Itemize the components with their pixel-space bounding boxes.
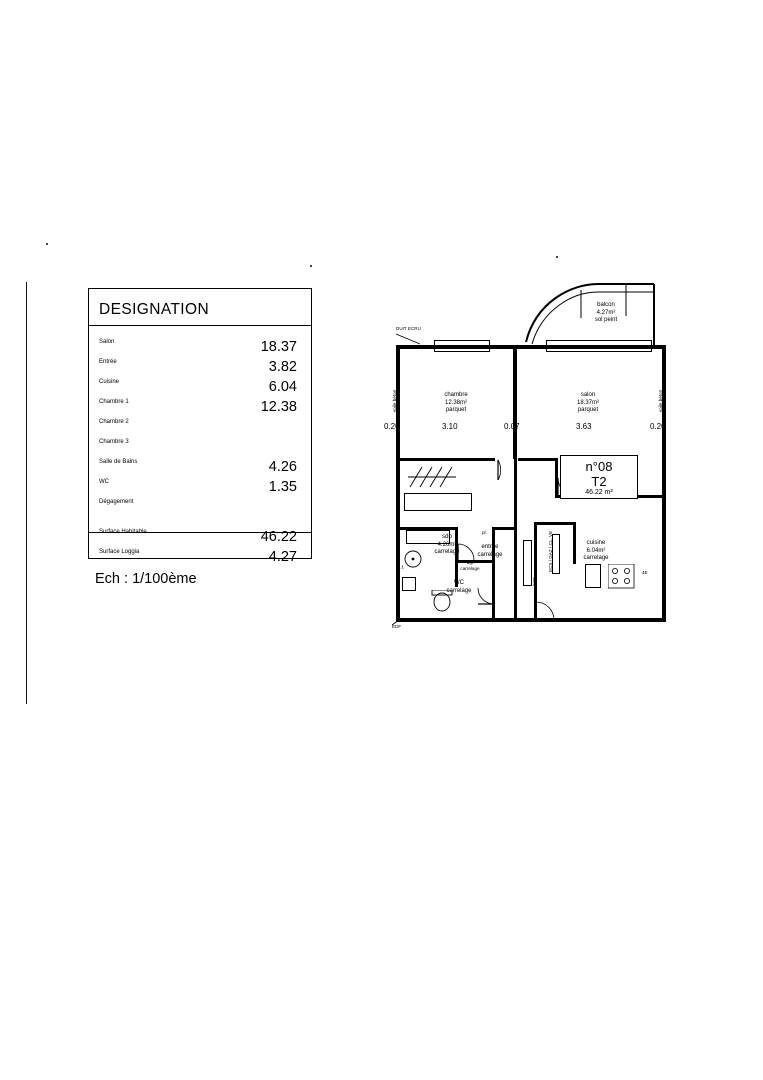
legend-row-label: Chambre 2	[99, 419, 129, 425]
room-label-cf: c.f.	[398, 565, 405, 570]
edf-cabinet	[523, 540, 532, 586]
legend-row	[99, 479, 303, 499]
room-label-salon: salon 18.37m² parquet	[576, 392, 599, 413]
room-label-sdb: sdb 4.26m² carrelage	[434, 534, 460, 555]
dimension-voile-beton-left: voile béton	[392, 389, 397, 412]
legend-row-label: Chambre 3	[99, 439, 129, 445]
apartment-type: T2	[591, 474, 607, 489]
legend-divider	[89, 532, 311, 533]
scale-label: Ech : 1/100ème	[95, 571, 197, 587]
legend-total-row	[99, 549, 303, 569]
room-label-cuisine: cuisine 6.04m² carrelage	[583, 540, 609, 561]
designation-table	[88, 288, 312, 565]
apartment-id-box	[560, 455, 638, 499]
legend-row-value: 1.35	[268, 479, 297, 495]
legend-row-label: Dégagement	[99, 499, 134, 505]
legend-row-label: WC	[99, 479, 109, 485]
legend-row-value: 3.82	[268, 359, 297, 375]
room-label-wc: WC carrelage	[446, 580, 472, 594]
legend-row	[99, 459, 303, 479]
dimension-3-63: 3.63	[576, 422, 592, 431]
legend-row-label: Salle de Bains	[99, 459, 138, 465]
legend-total-label: Surface Loggia	[99, 549, 140, 555]
legend-row-value: 6.04	[268, 379, 297, 395]
legend-row-value: 4.26	[268, 459, 297, 475]
legend-total-label: Surface Habitable	[99, 529, 147, 535]
legend-title: DESIGNATION	[99, 301, 210, 318]
dimension-3-10: 3.10	[442, 422, 458, 431]
legend-row-label: Cuisine	[99, 379, 120, 385]
legend-row	[99, 359, 303, 379]
dimension-voile-beton-right: voile béton	[658, 389, 663, 412]
scan-edge-line	[26, 282, 27, 704]
legend-row-label: Salon	[99, 339, 115, 345]
legend-rows	[99, 339, 303, 569]
legend-row	[99, 419, 303, 439]
room-label-dgt: dgt carrelage	[460, 560, 480, 571]
edf-label: EDF	[532, 576, 537, 586]
legend-row-label: Chambre 1	[99, 399, 129, 405]
room-label-entree: entrée carrelage	[477, 544, 503, 558]
dimension-0-07: 0.07	[504, 422, 520, 431]
apartment-area: 46.22 m²	[585, 489, 613, 496]
legend-total-value: 46.22	[260, 529, 297, 545]
legend-divider	[89, 325, 311, 326]
room-label-pl: pl.	[482, 530, 487, 535]
ecs-gaz-label: ECS / GAZ / CL. VE	[548, 530, 553, 572]
legend-row	[99, 399, 303, 419]
annotation-4e: 4E	[642, 570, 648, 575]
legend-row-value: 12.38	[260, 399, 297, 415]
dimension-0-20-right: 0.20	[650, 422, 666, 431]
legend-row-label: Entrée	[99, 359, 117, 365]
annotation-duit-ecru: DUIT ECRU	[396, 326, 421, 331]
legend-row	[99, 339, 303, 359]
room-label-balcon: balcon 4.27m² sol peint	[594, 302, 618, 323]
legend-row	[99, 379, 303, 399]
floor-plan	[384, 272, 676, 629]
scan-speck	[310, 265, 312, 267]
kitchen-sink	[585, 564, 601, 588]
scan-speck	[46, 243, 48, 245]
room-label-chambre: chambre 12.38m² parquet	[444, 392, 468, 413]
edf-leader-line	[388, 616, 408, 628]
edf-exterior-label: EDF	[392, 624, 402, 629]
cooktop-icon	[608, 564, 648, 592]
legend-total-value: 4.27	[268, 549, 297, 565]
scan-speck	[556, 256, 558, 258]
dimension-0-20-left: 0.20	[384, 422, 400, 431]
technical-duct	[552, 534, 560, 574]
legend-row-value: 18.37	[260, 339, 297, 355]
legend-row	[99, 499, 303, 519]
legend-row	[99, 439, 303, 459]
apartment-number: n°08	[585, 459, 613, 474]
